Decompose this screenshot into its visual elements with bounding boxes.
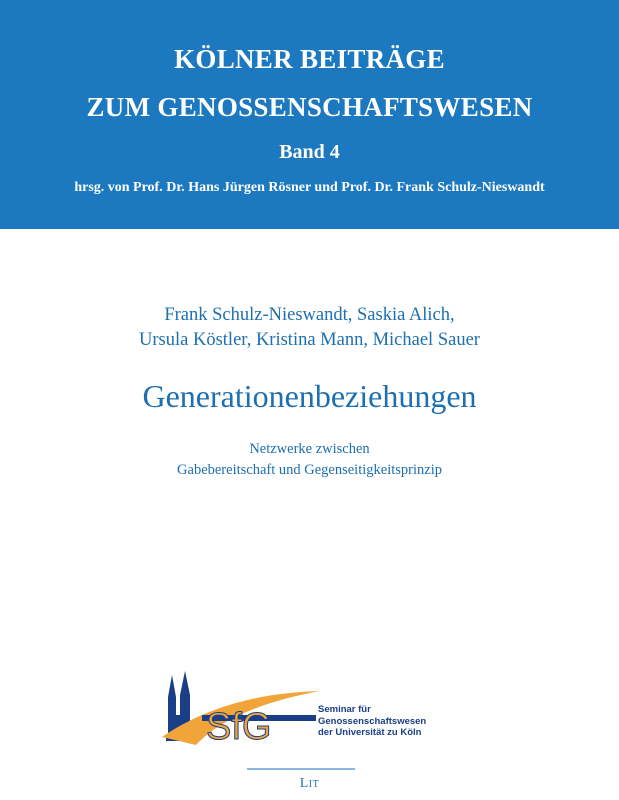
logo-caption-line1: Seminar für [318,704,371,715]
volume-number: Band 4 [279,141,340,163]
series-banner [0,0,619,229]
series-title-line1: KÖLNER BEITRÄGE [174,44,445,74]
logo-caption [318,704,426,739]
book-subtitle [0,439,619,481]
publisher-rule [247,768,355,770]
authors-line1: Frank Schulz-Nieswandt, Saskia Alich, [164,305,455,325]
subtitle-line1: Netzwerke zwischen [249,441,370,457]
subtitle-line2: Gabebereitschaft und Gegenseitigkeitsprinzip [177,462,442,478]
book-title: Generationenbeziehungen [142,378,477,414]
logo-mark: SfG [206,706,272,748]
authors-line2: Ursula Köstler, Kristina Mann, Michael Sauer [139,330,480,350]
logo-caption-line2: Genossenschaftswesen [318,715,427,727]
series-title-line2: ZUM GENOSSENSCHAFTSWESEN [86,92,533,122]
logo-caption-line3: der Universität zu Köln [318,727,422,738]
author-list [0,303,619,353]
series-editors: hrsg. von Prof. Dr. Hans Jürgen Rösner und Prof. Dr. Frank Schulz-Nieswandt [74,180,545,195]
publisher-name: Lit [299,776,320,791]
